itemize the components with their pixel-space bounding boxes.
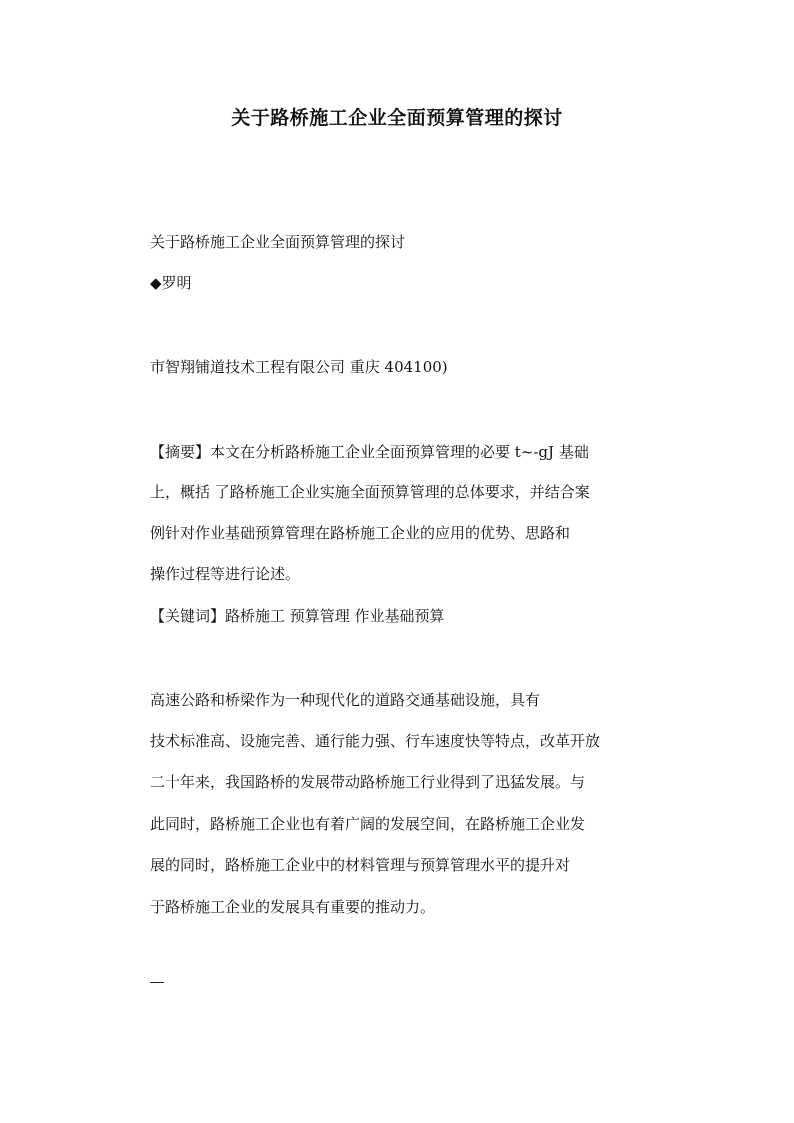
- abstract-line: 操作过程等进行论述。: [150, 565, 301, 583]
- body-line: 于路桥施工企业的发展具有重要的推动力。: [150, 898, 436, 916]
- abstract-line: 上，概括 了路桥施工企业实施全面预算管理的总体要求，并结合案: [150, 483, 590, 501]
- document-title: 关于路桥施工企业全面预算管理的探讨: [231, 107, 563, 129]
- body-line: 展的同时，路桥施工企业中的材料管理与预算管理水平的提升对: [150, 856, 571, 874]
- body-line: 此同时，路桥施工企业也有着广阔的发展空间，在路桥施工企业发: [150, 815, 586, 833]
- body-line: 二十年来，我国路桥的发展带动路桥施工行业得到了迅猛发展。与: [150, 773, 586, 791]
- subtitle: 关于路桥施工企业全面预算管理的探讨: [150, 233, 406, 251]
- body-line: 技术标准高、设施完善、通行能力强、行车速度快等特点，改革开放: [150, 732, 601, 750]
- abstract-line: 例针对作业基础预算管理在路桥施工企业的应用的优势、思路和: [150, 524, 571, 542]
- abstract-line: 【摘要】本文在分析路桥施工企业全面预算管理的必要 t~-gJ 基础: [150, 443, 589, 461]
- separator-dash: [150, 982, 164, 983]
- author: ◆罗明: [150, 274, 192, 292]
- keywords: 【关键词】路桥施工 预算管理 作业基础预算: [150, 607, 445, 625]
- body-line: 高速公路和桥梁作为一种现代化的道路交通基础设施，具有: [150, 691, 541, 709]
- affiliation: 市智翔铺道技术工程有限公司 重庆 404100): [150, 358, 448, 376]
